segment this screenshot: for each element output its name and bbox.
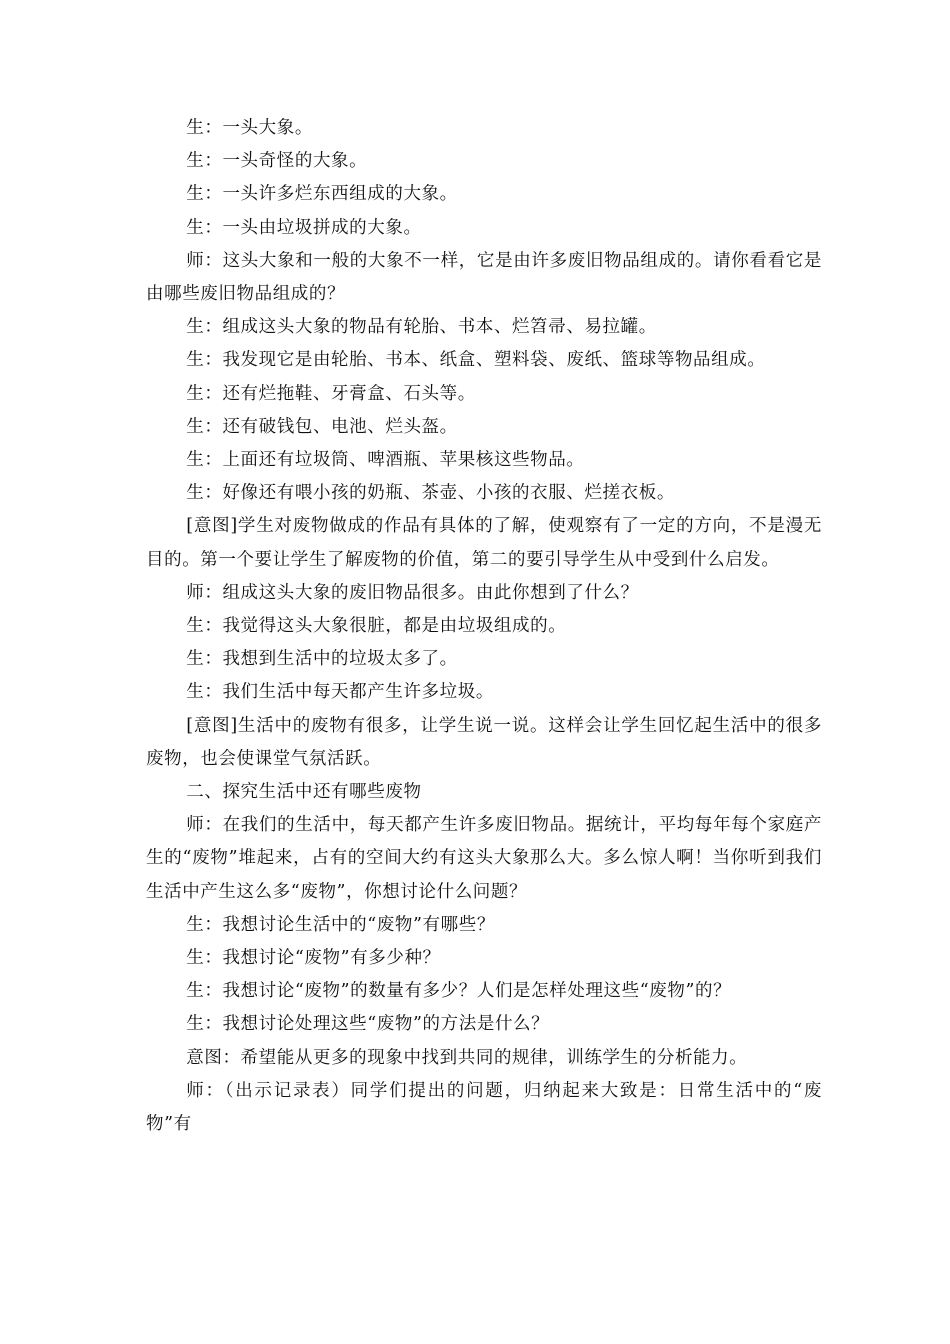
paragraph: 生：我觉得这头大象很脏，都是由垃圾组成的。 [186,616,567,637]
paragraph: 生：还有烂拖鞋、牙膏盒、石头等。 [186,383,476,404]
paragraph: 生：我想讨论“废物”的数量有多少？人们是怎样处理这些“废物”的？ [186,981,732,1002]
paragraph: [意图]生活中的废物有很多，让学生说一说。这样会让学生回忆起生活中的很多废物，也会使课堂气氛活跃。 [146,715,822,769]
paragraph: [意图]学生对废物做成的作品有具体的了解，使观察有了一定的方向，不是漫无目的。第一个要让学生了解废物的价值，第二的要引导学生从中受到什么启发。 [146,516,822,570]
paragraph: 意图：希望能从更多的现象中找到共同的规律，训练学生的分析能力。 [186,1047,748,1068]
paragraph: 生：我想讨论生活中的“废物”有哪些？ [186,914,495,935]
paragraph: 生：上面还有垃圾筒、啤酒瓶、苹果核这些物品。 [186,450,585,471]
paragraph: 生：一头由垃圾拼成的大象。 [186,217,422,238]
paragraph: 师：组成这头大象的废旧物品很多。由此你想到了什么？ [186,582,639,603]
paragraph: 生：我想讨论“废物”有多少种？ [186,948,441,969]
paragraph: 生：我们生活中每天都产生许多垃圾。 [186,682,494,703]
paragraph: 生：还有破钱包、电池、烂头盔。 [186,416,458,437]
paragraph: 师：在我们的生活中，每天都产生许多废旧物品。据统计，平均每年每个家庭产生的“废物”堆起来，占有的空间大约有这头大象那么大。多么惊人啊！当你听到我们生活中产生这么多“废物”，你想讨论什么问题？ [146,815,822,902]
paragraph: 生：我想到生活中的垃圾太多了。 [186,649,458,670]
document-body [146,112,822,1141]
paragraph: 生：组成这头大象的物品有轮胎、书本、烂笤帚、易拉罐。 [186,317,657,338]
section-heading: 二、探究生活中还有哪些废物 [186,782,422,803]
paragraph: 生：一头奇怪的大象。 [186,151,368,172]
paragraph: 生：一头许多烂东西组成的大象。 [186,184,458,205]
paragraph: 生：好像还有喂小孩的奶瓶、茶壶、小孩的衣服、烂搓衣板。 [186,483,675,504]
paragraph: 师：这头大象和一般的大象不一样，它是由许多废旧物品组成的。请你看看它是由哪些废旧物品组成的？ [146,250,822,305]
paragraph: 生：我想讨论处理这些“废物”的方法是什么？ [186,1014,550,1035]
paragraph: 师：（出示记录表）同学们提出的问题，归纳起来大致是：日常生活中的“废物”有 [146,1080,822,1135]
paragraph: 生：我发现它是由轮胎、书本、纸盒、塑料袋、废纸、篮球等物品组成。 [186,350,766,371]
paragraph: 生：一头大象。 [186,118,313,138]
